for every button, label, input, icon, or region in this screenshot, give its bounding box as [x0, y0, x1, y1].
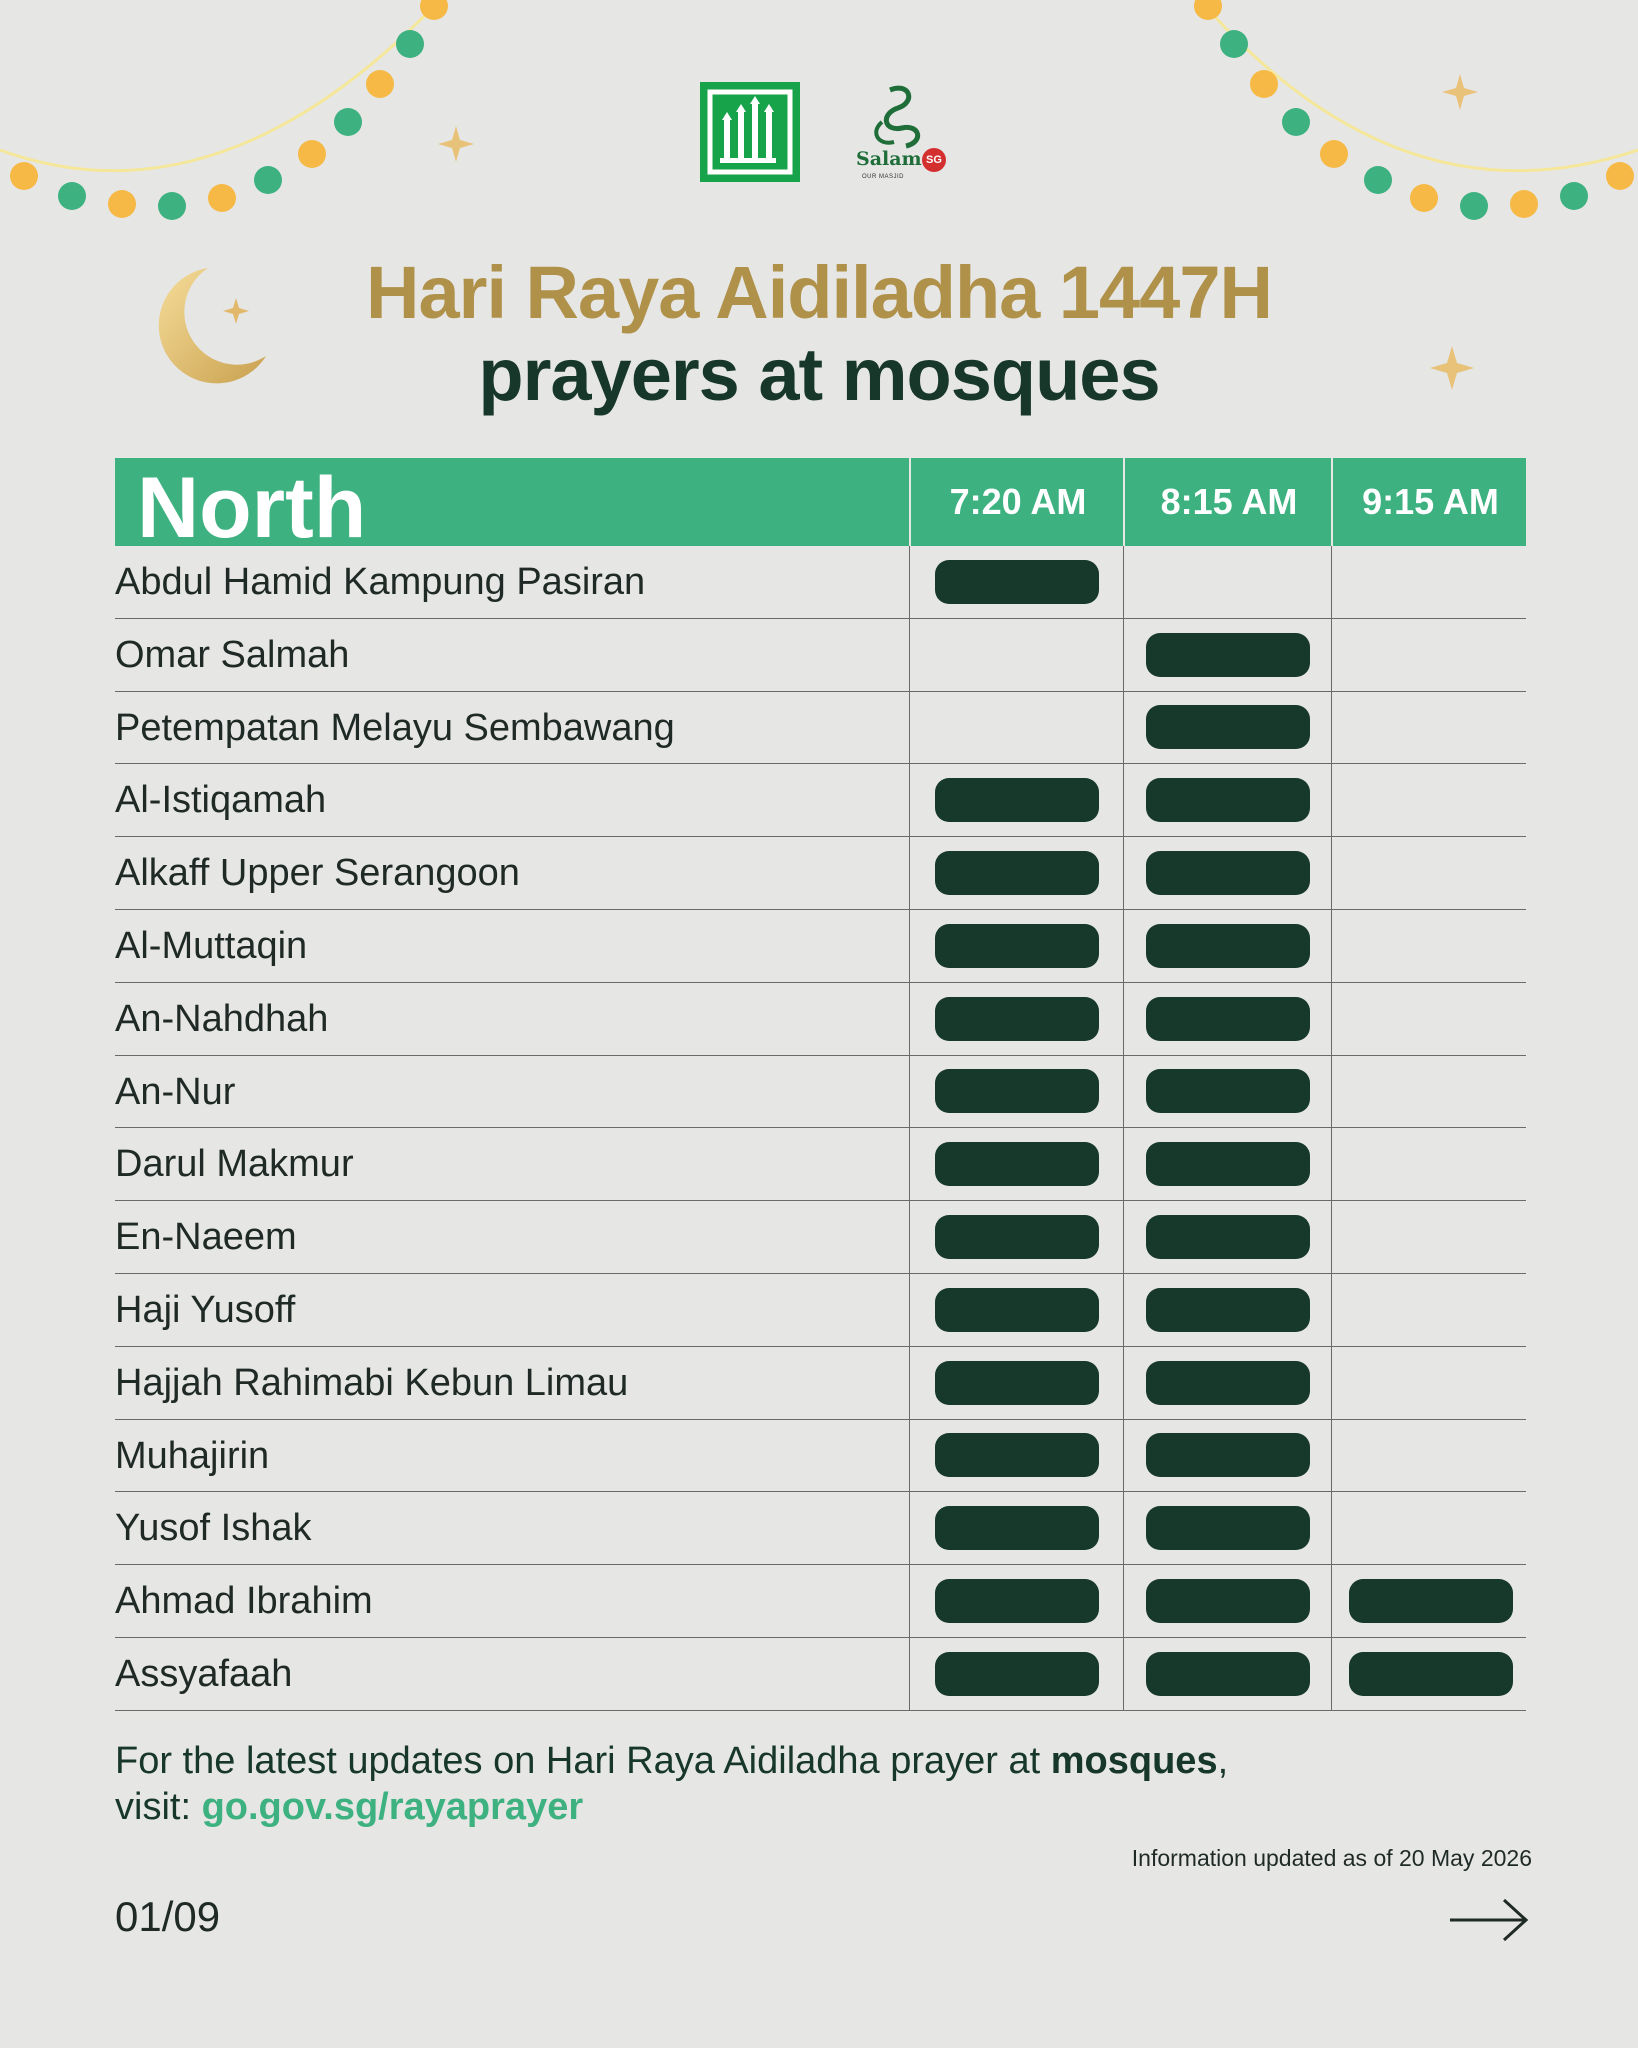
- time-slot-cell: [1123, 619, 1331, 691]
- prayer-available-marker: [935, 997, 1099, 1041]
- time-slot-cell: [909, 1056, 1123, 1128]
- mosque-name: Alkaff Upper Serangoon: [115, 852, 520, 895]
- time-slot-cell: [1331, 1128, 1526, 1200]
- prayer-available-marker: [1146, 1288, 1310, 1332]
- time-slot-header-2: 8:15 AM: [1123, 458, 1333, 546]
- footer-bold-text: mosques: [1050, 1740, 1218, 1782]
- prayer-available-marker: [1146, 1361, 1310, 1405]
- time-slot-cell: [909, 692, 1123, 764]
- time-slot-cell: [1331, 1420, 1526, 1492]
- next-arrow-icon[interactable]: [1448, 1892, 1530, 1948]
- mosque-name: Al-Muttaqin: [115, 924, 308, 967]
- time-slot-cell: [909, 1347, 1123, 1419]
- table-row: [115, 1420, 1526, 1493]
- time-slot-cell: [909, 1638, 1123, 1710]
- mosque-name: Hajjah Rahimabi Kebun Limau: [115, 1361, 629, 1404]
- time-slot-cell: [1123, 910, 1331, 982]
- time-slot-cell: [909, 837, 1123, 909]
- time-slot-cell: [909, 910, 1123, 982]
- time-slot-cell: [909, 1492, 1123, 1564]
- table-row: [115, 619, 1526, 692]
- time-slot-cell: [909, 983, 1123, 1055]
- footer-text: For the latest updates on Hari Raya Aidiladha prayer at: [115, 1740, 1051, 1782]
- prayer-available-marker: [935, 1288, 1099, 1332]
- mosque-name: Darul Makmur: [115, 1143, 354, 1186]
- table-row: [115, 692, 1526, 765]
- time-slot-cell: [1123, 1128, 1331, 1200]
- time-slot-cell: [1123, 1056, 1331, 1128]
- salam-logo-text: Salam: [856, 148, 922, 170]
- prayer-available-marker: [1146, 1069, 1310, 1113]
- table-row: [115, 1274, 1526, 1347]
- prayer-available-marker: [1349, 1652, 1513, 1696]
- table-row: [115, 1128, 1526, 1201]
- table-row: [115, 983, 1526, 1056]
- salam-logo-subtext: OUR MASJID: [862, 174, 905, 180]
- prayer-schedule-table: [115, 458, 1526, 1711]
- time-slot-cell: [909, 619, 1123, 691]
- mosque-name: An-Nur: [115, 1070, 236, 1113]
- time-slot-cell: [909, 1201, 1123, 1273]
- table-row: [115, 1056, 1526, 1129]
- time-slot-cell: [1331, 1274, 1526, 1346]
- time-slot-cell: [909, 1274, 1123, 1346]
- mosque-name: Assyafaah: [115, 1652, 293, 1695]
- mosque-logo-icon: [700, 82, 800, 182]
- time-slot-cell: [909, 546, 1123, 618]
- footer-note: [115, 1738, 1455, 1830]
- prayer-available-marker: [1146, 1433, 1310, 1477]
- mosque-name: Abdul Hamid Kampung Pasiran: [115, 561, 646, 603]
- region-label: North: [137, 460, 367, 556]
- prayer-available-marker: [935, 1579, 1099, 1623]
- time-slot-cell: [1123, 1201, 1331, 1273]
- time-slot-cell: [1331, 837, 1526, 909]
- mosque-name: An-Nahdhah: [115, 997, 329, 1040]
- table-row: [115, 1201, 1526, 1274]
- prayer-available-marker: [935, 1433, 1099, 1477]
- logos: [700, 82, 960, 192]
- time-slot-cell: [1123, 1638, 1331, 1710]
- time-slot-cell: [1331, 983, 1526, 1055]
- time-slot-cell: [909, 1128, 1123, 1200]
- prayer-available-marker: [1146, 1506, 1310, 1550]
- prayer-available-marker: [1146, 1652, 1310, 1696]
- salam-sg-logo: [850, 82, 950, 182]
- prayer-available-marker: [1146, 1142, 1310, 1186]
- mosque-name: Muhajirin: [115, 1434, 270, 1477]
- time-slot-cell: [1123, 1420, 1331, 1492]
- prayer-available-marker: [935, 778, 1099, 822]
- prayer-available-marker: [1146, 1215, 1310, 1259]
- time-slot-cell: [1331, 546, 1526, 618]
- prayer-available-marker: [935, 1652, 1099, 1696]
- footer-visit-label: visit:: [115, 1786, 202, 1828]
- mosque-name: Ahmad Ibrahim: [115, 1580, 373, 1623]
- prayer-available-marker: [935, 1142, 1099, 1186]
- salam-calligraphy-icon: [850, 82, 950, 152]
- mosque-name: Al-Istiqamah: [115, 779, 327, 822]
- table-row: [115, 910, 1526, 983]
- time-slot-cell: [909, 1565, 1123, 1637]
- page-indicator: 01/09: [115, 1893, 221, 1940]
- table-row: [115, 764, 1526, 837]
- time-slot-cell: [1123, 1492, 1331, 1564]
- time-slot-cell: [1123, 1274, 1331, 1346]
- time-slot-cell: [1123, 837, 1331, 909]
- page-subtitle: prayers at mosques: [478, 333, 1160, 416]
- prayer-available-marker: [935, 1361, 1099, 1405]
- table-row: [115, 1347, 1526, 1420]
- prayer-available-marker: [935, 924, 1099, 968]
- mosque-name: En-Naeem: [115, 1216, 297, 1259]
- time-slot-header-1: 7:20 AM: [909, 458, 1125, 546]
- prayer-available-marker: [1146, 705, 1310, 749]
- time-slot-cell: [1331, 1565, 1526, 1637]
- mosque-name: Petempatan Melayu Sembawang: [115, 706, 675, 749]
- table-header: [115, 458, 1526, 556]
- time-slot-cell: [1331, 1347, 1526, 1419]
- footer-comma: ,: [1217, 1740, 1229, 1782]
- table-body: [115, 546, 1526, 1711]
- prayer-available-marker: [1146, 778, 1310, 822]
- time-slot-cell: [909, 764, 1123, 836]
- time-slot-cell: [1331, 764, 1526, 836]
- salam-sg-badge: SG: [922, 148, 946, 172]
- time-slot-cell: [1123, 983, 1331, 1055]
- prayer-available-marker: [935, 851, 1099, 895]
- time-slot-cell: [1331, 1056, 1526, 1128]
- table-row: [115, 837, 1526, 910]
- prayer-available-marker: [1146, 997, 1310, 1041]
- time-slot-cell: [1123, 692, 1331, 764]
- mosque-name: Omar Salmah: [115, 633, 350, 676]
- time-slot-cell: [1331, 619, 1526, 691]
- time-slot-cell: [1331, 910, 1526, 982]
- updated-date-note: Information updated as of 20 May 2026: [1131, 1845, 1532, 1871]
- prayer-available-marker: [1146, 1579, 1310, 1623]
- prayer-available-marker: [1146, 851, 1310, 895]
- time-slot-cell: [1123, 1347, 1331, 1419]
- table-row: [115, 546, 1526, 619]
- time-slot-cell: [1331, 692, 1526, 764]
- time-slot-cell: [1331, 1638, 1526, 1710]
- prayer-available-marker: [935, 1506, 1099, 1550]
- prayer-available-marker: [1146, 924, 1310, 968]
- mosque-name: Yusof Ishak: [115, 1507, 312, 1550]
- prayer-available-marker: [1349, 1579, 1513, 1623]
- time-slot-cell: [1331, 1201, 1526, 1273]
- mosque-name: Haji Yusoff: [115, 1288, 296, 1331]
- time-slot-cell: [1123, 1565, 1331, 1637]
- table-row: [115, 1638, 1526, 1711]
- footer-link[interactable]: go.gov.sg/rayaprayer: [201, 1786, 584, 1828]
- time-slot-cell: [1331, 1492, 1526, 1564]
- page-title: Hari Raya Aidiladha 1447H: [366, 251, 1272, 334]
- time-slot-cell: [909, 1420, 1123, 1492]
- table-row: [115, 1492, 1526, 1565]
- prayer-available-marker: [935, 1215, 1099, 1259]
- prayer-available-marker: [935, 1069, 1099, 1113]
- prayer-available-marker: [935, 560, 1099, 604]
- time-slot-cell: [1123, 546, 1331, 618]
- time-slot-header-3: 9:15 AM: [1331, 458, 1528, 546]
- time-slot-cell: [1123, 764, 1331, 836]
- prayer-available-marker: [1146, 633, 1310, 677]
- table-row: [115, 1565, 1526, 1638]
